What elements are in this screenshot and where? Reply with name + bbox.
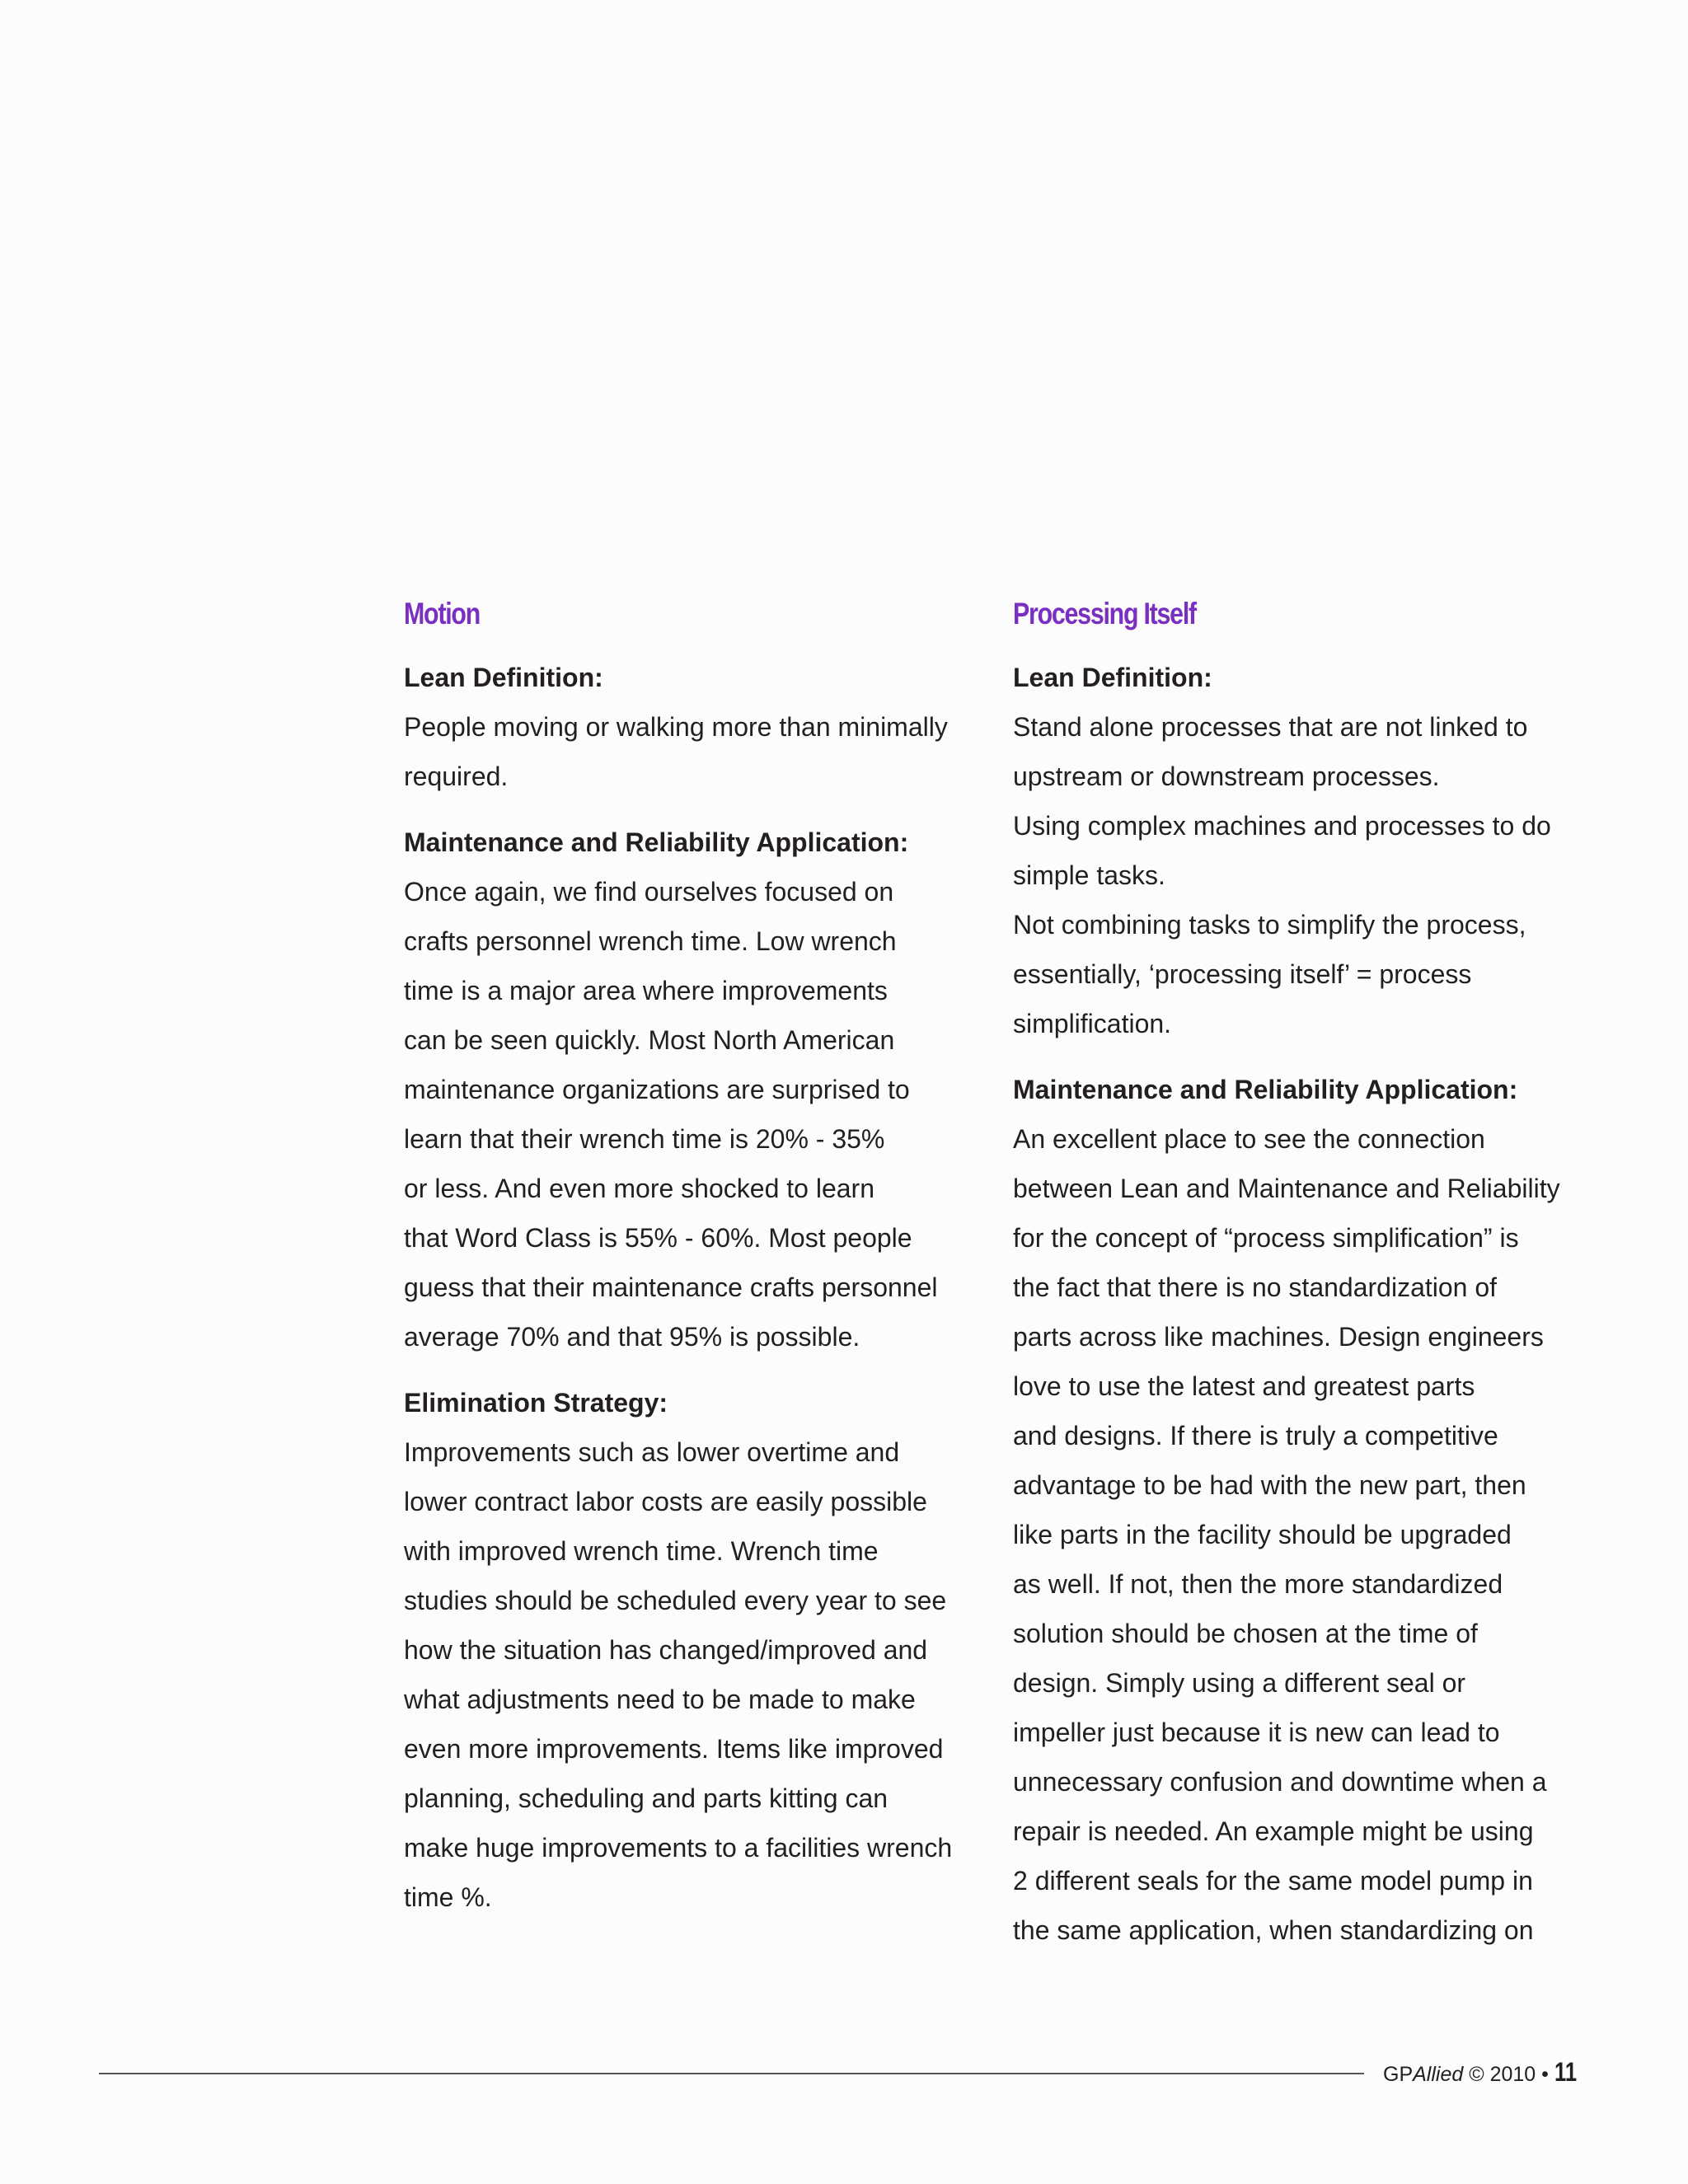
lean-definition-text xyxy=(1013,702,1606,1048)
text-line: can be seen quickly. Most North American xyxy=(404,1025,895,1055)
text-line: People moving or walking more than minimally xyxy=(404,712,948,742)
text-line: love to use the latest and greatest parts xyxy=(1013,1371,1475,1401)
text-line: advantage to be had with the new part, then xyxy=(1013,1470,1526,1500)
text-line: as well. If not, then the more standardized xyxy=(1013,1569,1503,1599)
text-line: time is a major area where improvements xyxy=(404,976,888,1005)
text-line: planning, scheduling and parts kitting can xyxy=(404,1783,889,1813)
footer-brand: GP xyxy=(1383,2063,1414,2086)
application-text xyxy=(404,867,991,1361)
text-line: An excellent place to see the connection xyxy=(1013,1124,1485,1154)
application-text xyxy=(1013,1114,1606,1955)
page-footer xyxy=(1383,2055,1582,2091)
lean-definition-label: Lean Definition: xyxy=(1013,663,1212,692)
text-line: like parts in the facility should be upgraded xyxy=(1013,1520,1512,1549)
elimination-strategy-text xyxy=(404,1427,991,1922)
text-line: impeller just because it is new can lead to xyxy=(1013,1718,1500,1747)
text-line: parts across like machines. Design engineers xyxy=(1013,1322,1544,1352)
lean-definition-text xyxy=(404,702,991,801)
text-line: even more improvements. Items like improved xyxy=(404,1734,944,1764)
text-line: Using complex machines and processes to do xyxy=(1013,811,1551,841)
text-line: design. Simply using a different seal or xyxy=(1013,1668,1466,1698)
elimination-strategy-label: Elimination Strategy: xyxy=(404,1388,668,1418)
text-line: the fact that there is no standardization of xyxy=(1013,1272,1498,1302)
text-line: the same application, when standardizing on xyxy=(1013,1915,1534,1945)
text-line: or less. And even more shocked to learn xyxy=(404,1174,874,1203)
footer-divider xyxy=(99,2073,1364,2074)
footer-brand-italic: Allied xyxy=(1413,2063,1464,2086)
text-line: for the concept of “process simplification” is xyxy=(1013,1223,1519,1253)
text-line: maintenance organizations are surprised to xyxy=(404,1075,910,1104)
text-line: lower contract labor costs are easily possible xyxy=(404,1487,927,1516)
text-line: Once again, we find ourselves focused on xyxy=(404,877,894,907)
footer-copyright: © 2010 • xyxy=(1463,2063,1554,2086)
text-line: required. xyxy=(404,762,509,791)
text-line: essentially, ‘processing itself’ = process xyxy=(1013,959,1472,989)
text-line: simple tasks. xyxy=(1013,860,1165,890)
text-line: and designs. If there is truly a competitive xyxy=(1013,1421,1498,1451)
text-line: with improved wrench time. Wrench time xyxy=(404,1536,879,1566)
text-line: solution should be chosen at the time of xyxy=(1013,1619,1478,1648)
text-line: between Lean and Maintenance and Reliability xyxy=(1013,1174,1560,1203)
text-line: repair is needed. An example might be using xyxy=(1013,1816,1534,1846)
text-line: time %. xyxy=(404,1882,492,1912)
text-line: upstream or downstream processes. xyxy=(1013,762,1440,791)
text-line: what adjustments need to be made to make xyxy=(404,1685,916,1714)
text-line: Improvements such as lower overtime and xyxy=(404,1437,900,1467)
application-label: Maintenance and Reliability Application: xyxy=(404,827,909,857)
page-number: 11 xyxy=(1554,2057,1577,2087)
right-column xyxy=(1013,592,1606,1955)
text-line: guess that their maintenance crafts personnel xyxy=(404,1272,938,1302)
text-line: 2 different seals for the same model pump in xyxy=(1013,1866,1533,1896)
section-title-motion: Motion xyxy=(404,597,481,630)
application-label: Maintenance and Reliability Application: xyxy=(1013,1075,1518,1104)
text-line: average 70% and that 95% is possible. xyxy=(404,1322,860,1352)
text-line: crafts personnel wrench time. Low wrench xyxy=(404,926,897,956)
text-line: that Word Class is 55% - 60%. Most people xyxy=(404,1223,912,1253)
text-line: how the situation has changed/improved and xyxy=(404,1635,928,1665)
text-line: studies should be scheduled every year to see xyxy=(404,1586,947,1615)
text-line: learn that their wrench time is 20% - 35% xyxy=(404,1124,885,1154)
text-line: unnecessary confusion and downtime when a xyxy=(1013,1767,1547,1797)
text-line: make huge improvements to a facilities wrench xyxy=(404,1833,953,1863)
text-line: Stand alone processes that are not linked to xyxy=(1013,712,1528,742)
lean-definition-label: Lean Definition: xyxy=(404,663,603,692)
left-column xyxy=(404,592,991,1922)
text-line: Not combining tasks to simplify the process, xyxy=(1013,910,1526,940)
text-line: simplification. xyxy=(1013,1009,1172,1038)
section-title-processing-itself: Processing Itself xyxy=(1013,597,1196,630)
